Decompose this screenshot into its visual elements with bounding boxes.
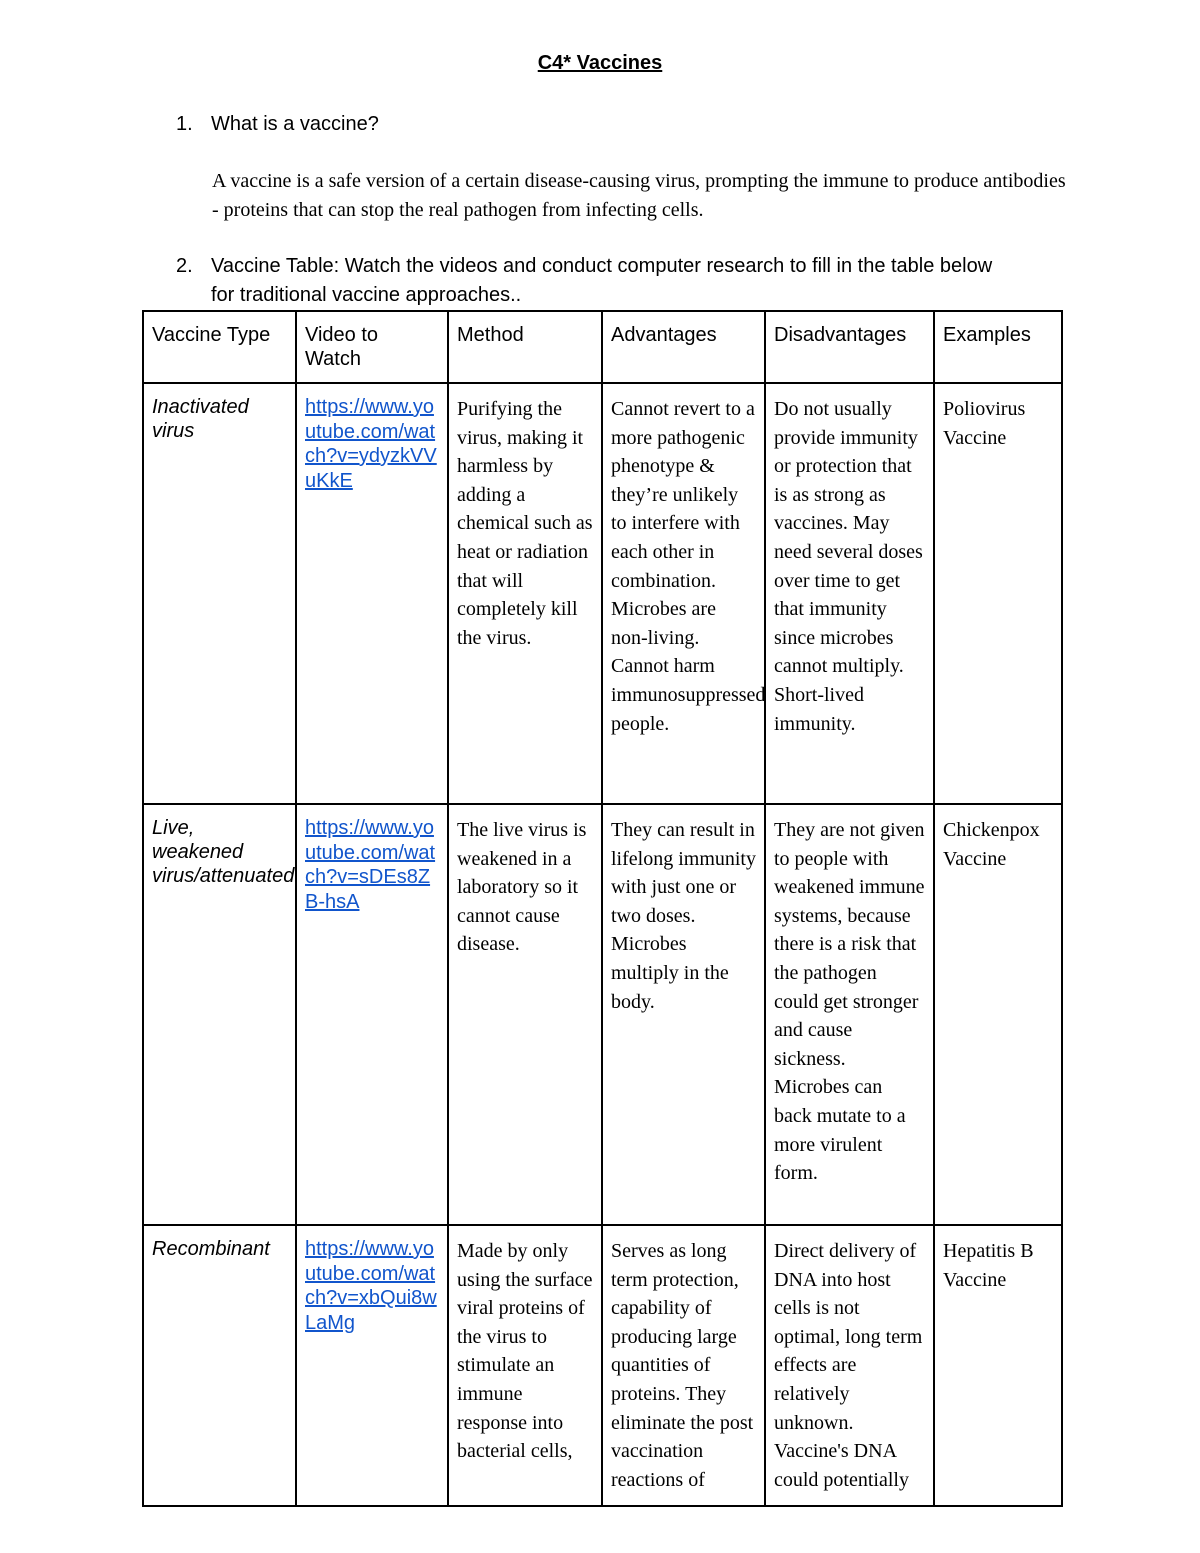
examples-cell: Hepatitis B Vaccine — [934, 1225, 1062, 1506]
video-cell — [296, 1225, 448, 1506]
header-cell: Disadvantages — [765, 311, 934, 383]
table-row — [143, 383, 1062, 804]
advantages-cell: Serves as long term protection, capability of producing large quantities of proteins. They eliminate the post vaccination reactions of — [602, 1225, 765, 1506]
question-text-line-2: for traditional vaccine approaches.. — [211, 284, 522, 306]
header-cell: Examples — [934, 311, 1062, 383]
video-link[interactable]: https://www.youtube.com/watch?v=sDEs8ZB-hsA — [305, 817, 436, 913]
table-header-row — [143, 311, 1062, 383]
question-text — [211, 252, 992, 310]
table-row — [143, 804, 1062, 1225]
disadvantages-cell: Do not usually provide immunity or protection that is as strong as vaccines. May need several doses over time to get that immunity since microbes cannot multiply. Short-lived immunity. — [765, 383, 934, 804]
document-title: C4* Vaccines — [537, 52, 663, 74]
question-text: What is a vaccine? — [211, 113, 379, 135]
vaccine-type-cell: Live, weakened virus/attenuated — [143, 804, 296, 1225]
examples-cell: Chickenpox Vaccine — [934, 804, 1062, 1225]
method-cell: Purifying the virus, making it harmless by adding a chemical such as heat or radiation that will completely kill the virus. — [448, 383, 602, 804]
method-cell: Made by only using the surface viral proteins of the virus to stimulate an immune response into bacterial cells, — [448, 1225, 602, 1506]
question-number: 2. — [176, 255, 193, 277]
advantages-cell: They can result in lifelong immunity with just one or two doses. Microbes multiply in the body. — [602, 804, 765, 1225]
method-cell: The live virus is weakened in a laboratory so it cannot cause disease. — [448, 804, 602, 1225]
disadvantages-cell: Direct delivery of DNA into host cells is not optimal, long term effects are relatively unknown. Vaccine's DNA could potentially — [765, 1225, 934, 1506]
vaccine-table — [142, 310, 1063, 1507]
header-cell: Vaccine Type — [143, 311, 296, 383]
vaccine-type-cell: Recombinant — [143, 1225, 296, 1506]
header-cell: Advantages — [602, 311, 765, 383]
video-cell — [296, 383, 448, 804]
question-number: 1. — [176, 113, 193, 135]
video-cell — [296, 804, 448, 1225]
disadvantages-cell: They are not given to people with weakened immune systems, because there is a risk that the pathogen could get stronger and cause sickness. Microbes can back mutate to a more virulent form. — [765, 804, 934, 1225]
header-cell: Video to Watch — [296, 311, 448, 383]
answer-1: A vaccine is a safe version of a certain disease-causing virus, prompting the immune to produce antibodies - proteins that can stop the real pathogen from infecting cells. — [212, 170, 1066, 221]
header-cell: Method — [448, 311, 602, 383]
vaccine-type-cell: Inactivated virus — [143, 383, 296, 804]
examples-cell: Poliovirus Vaccine — [934, 383, 1062, 804]
advantages-cell: Cannot revert to a more pathogenic phenotype & they’re unlikely to interfere with each other in combination. Microbes are non-living. Cannot harm immunosuppressed people. — [602, 383, 765, 804]
video-link[interactable]: https://www.youtube.com/watch?v=ydyzkVVuKkE — [305, 396, 437, 492]
video-link[interactable]: https://www.youtube.com/watch?v=xbQui8wLaMg — [305, 1238, 437, 1334]
question-text-line-1: Vaccine Table: Watch the videos and conduct computer research to fill in the table below — [211, 255, 993, 277]
table-row — [143, 1225, 1062, 1506]
